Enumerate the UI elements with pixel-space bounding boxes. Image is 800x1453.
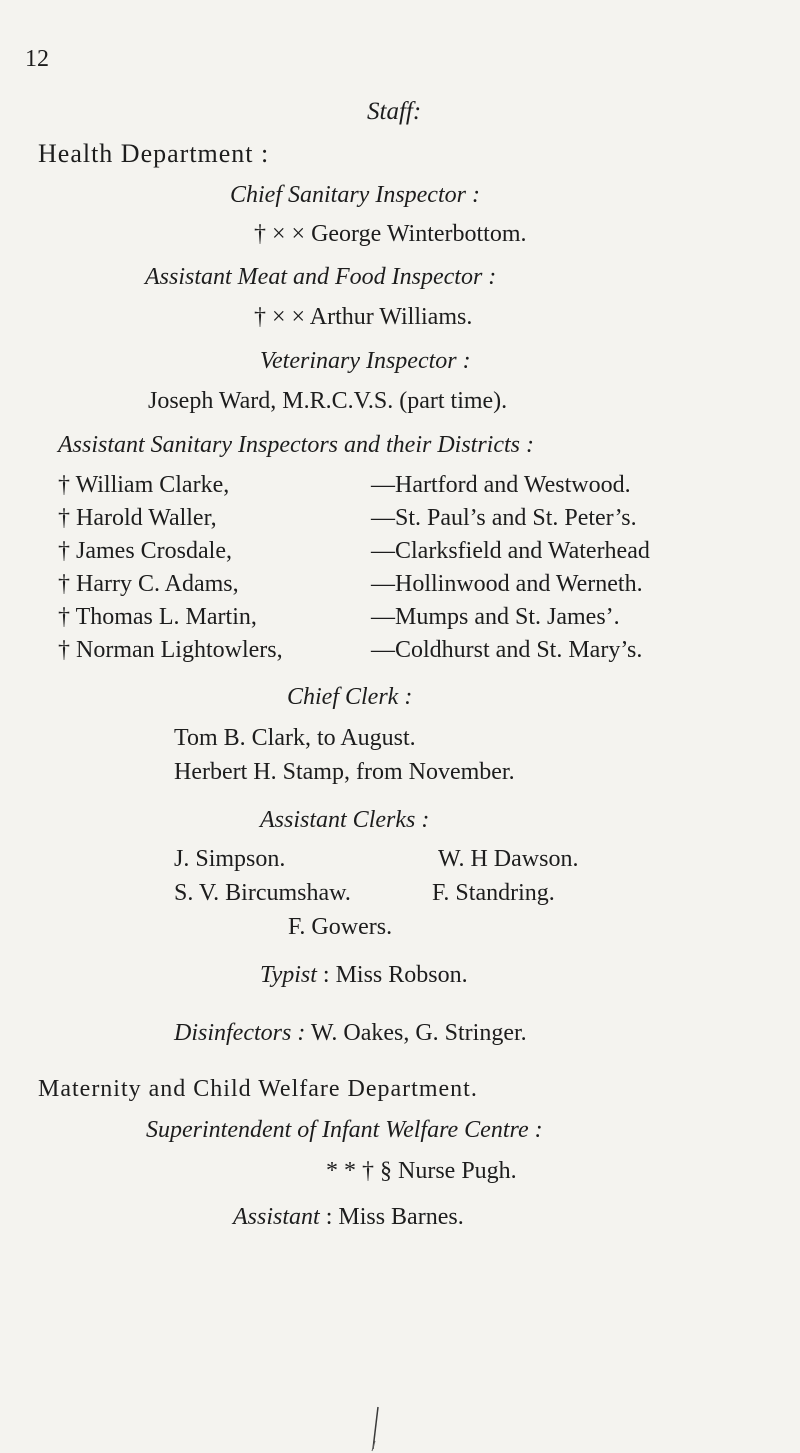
disinfectors-line [174, 1020, 527, 1047]
inspector-district: —Mumps and St. James’. [371, 604, 620, 630]
chief-clerk-title: Chief Clerk : [287, 684, 413, 710]
disinfectors-label: Disinfectors : [174, 1020, 306, 1046]
maternity-department-heading: Maternity and Child Welfare Department. [38, 1076, 478, 1102]
chief-clerk-line: Tom B. Clark, to August. [174, 725, 416, 751]
meat-food-inspector-title: Assistant Meat and Food Inspector : [145, 264, 497, 290]
assistant-clerk-name: J. Simpson. [174, 846, 286, 872]
health-department-heading: Health Department : [38, 139, 270, 168]
inspector-district: —Clarksfield and Waterhead [371, 538, 650, 564]
assistant-clerk-name: F. Gowers. [288, 914, 393, 940]
page-number: 12 [25, 46, 49, 72]
assistant-sanitary-inspectors-title: Assistant Sanitary Inspectors and their Districts : [58, 432, 534, 458]
inspector-name: † Norman Lightowlers, [58, 637, 283, 663]
inspector-name: † Thomas L. Martin, [58, 604, 257, 630]
assistant-clerk-name: S. V. Bircumshaw. [174, 880, 351, 906]
inspector-district: —Hartford and Westwood. [371, 472, 631, 498]
assistant-clerk-name: F. Standring. [432, 880, 555, 906]
meat-food-inspector-name: † × × Arthur Williams. [254, 304, 473, 330]
inspector-district: —St. Paul’s and St. Peter’s. [371, 505, 637, 531]
pen-marks [360, 1405, 410, 1453]
staff-heading: Staff: [367, 98, 422, 125]
assistant-line [233, 1204, 464, 1231]
assistant-clerk-name: W. H Dawson. [438, 846, 579, 872]
superintendent-name: * * † § Nurse Pugh. [326, 1158, 517, 1184]
chief-sanitary-inspector-title: Chief Sanitary Inspector : [230, 182, 480, 208]
typist-label: Typist [260, 962, 317, 988]
inspector-district: —Hollinwood and Werneth. [371, 571, 643, 597]
assistant-name: : Miss Barnes. [325, 1204, 464, 1230]
inspector-name: † William Clarke, [58, 472, 230, 498]
superintendent-title: Superintendent of Infant Welfare Centre : [146, 1117, 543, 1143]
veterinary-inspector-name: Joseph Ward, M.R.C.V.S. (part time). [148, 388, 508, 414]
typist-line [260, 962, 468, 989]
inspector-district: —Coldhurst and St. Mary’s. [371, 637, 643, 663]
chief-sanitary-inspector-name: † × × George Winterbottom. [254, 221, 527, 247]
assistant-clerks-title: Assistant Clerks : [260, 807, 430, 833]
chief-clerk-line: Herbert H. Stamp, from November. [174, 759, 515, 785]
inspector-name: † Harold Waller, [58, 505, 217, 531]
assistant-label: Assistant [233, 1204, 320, 1230]
typist-name: : Miss Robson. [322, 962, 468, 988]
disinfectors-names: W. Oakes, G. Stringer. [310, 1020, 527, 1046]
inspector-name: † Harry C. Adams, [58, 571, 239, 597]
veterinary-inspector-title: Veterinary Inspector : [260, 348, 471, 374]
inspector-name: † James Crosdale, [58, 538, 232, 564]
